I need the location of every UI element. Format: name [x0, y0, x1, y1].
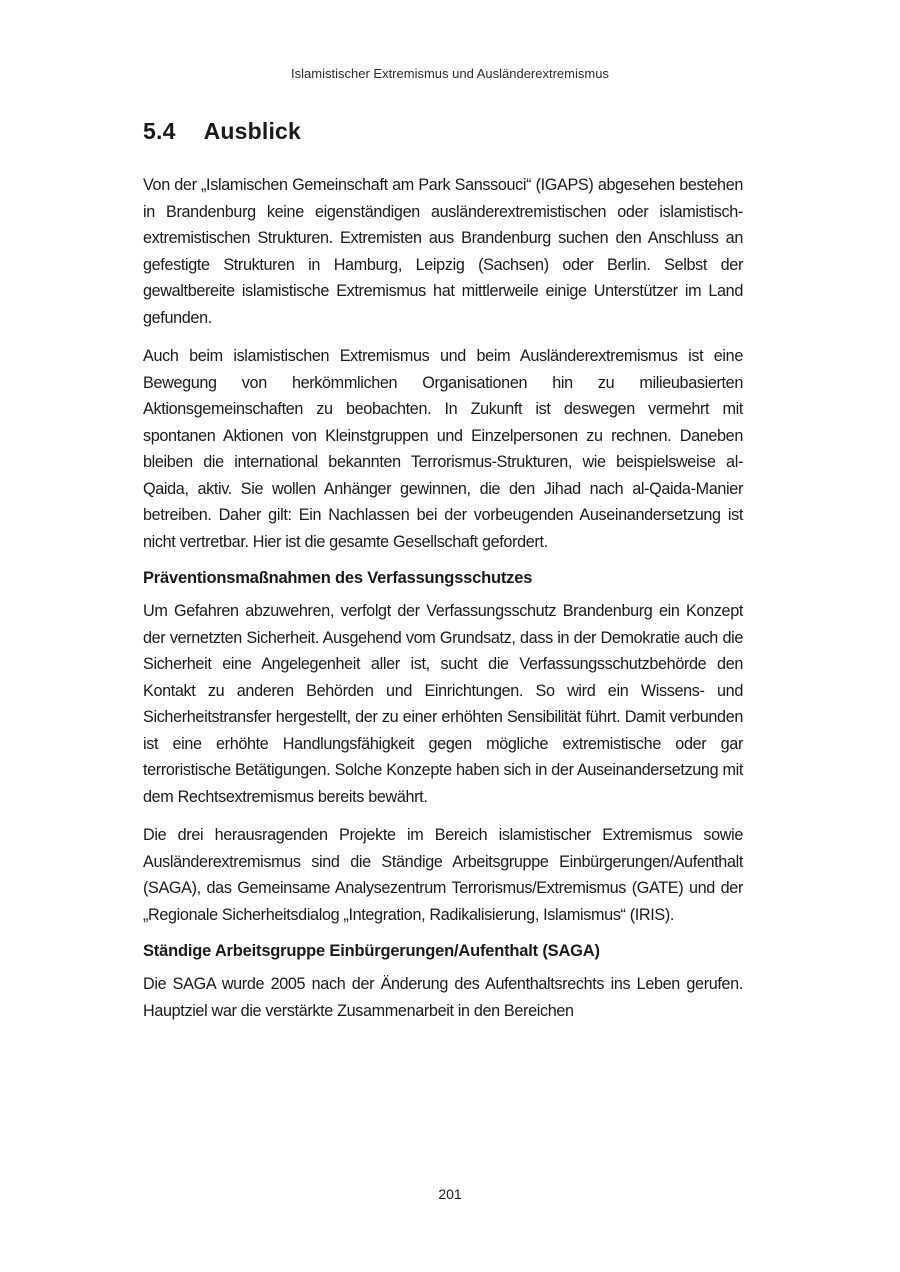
section-number: 5.4	[143, 118, 176, 144]
section-heading: Ausblick	[203, 118, 302, 144]
paragraph-prevention-1: Um Gefahren abzuwehren, verfolgt der Verfassungsschutz Brandenburg ein Konzept der vernetzten Sicherheit. Ausgehend vom Grundsatz, dass in der Demokratie auch die Sicherheit eine Angelegenheit aller ist, sucht die Verfassungsschutzbehörde den Kontakt zu anderen Behörden und Einrichtungen. So wird ein Wissens- und Sicherheitstransfer hergestellt, der zu einer erhöhten Sensibilität führt. Damit verbunden ist eine erhöhte Handlungsfähigkeit gegen mögliche extremistische oder gar terroristische Betätigungen. Solche Konzepte haben sich in der Auseinandersetzung mit dem Rechtsextremismus bereits bewährt.	[143, 602, 743, 806]
subheading-saga: Ständige Arbeitsgruppe Einbürgerungen/Aufenthalt (SAGA)	[143, 942, 600, 960]
running-header: Islamistischer Extremismus und Ausländerextremismus	[291, 66, 609, 81]
paragraph-saga-1: Die SAGA wurde 2005 nach der Änderung des Aufenthaltsrechts ins Leben gerufen. Hauptziel war die verstärkte Zusammenarbeit in den Bereichen	[143, 975, 743, 1020]
page-number: 201	[438, 1186, 462, 1202]
page-content	[143, 118, 743, 1036]
paragraph-outlook-1: Von der „Islamischen Gemeinschaft am Park Sanssouci“ (IGAPS) abgesehen bestehen in Brandenburg keine eigenständigen ausländerextremistischen oder islamistisch-extremistischen Strukturen. Extremisten aus Brandenburg suchen den Anschluss an gefestigte Strukturen in Hamburg, Leipzig (Sachsen) oder Berlin. Selbst der gewaltbereite islamistische Extremismus hat mittlerweile einige Unterstützer im Land gefunden.	[143, 176, 743, 327]
subheading-prevention: Präventionsmaßnahmen des Verfassungsschutzes	[143, 569, 533, 587]
paragraph-outlook-2: Auch beim islamistischen Extremismus und beim Ausländerextremismus ist eine Bewegung von herkömmlichen Organisationen hin zu milieubasierten Aktionsgemeinschaften zu beobachten. In Zukunft ist deswegen vermehrt mit spontanen Aktionen von Kleinstgruppen und Einzelpersonen zu rechnen. Daneben bleiben die international bekannten Terrorismus-Strukturen, wie beispielsweise al-Qaida, aktiv. Sie wollen Anhänger gewinnen, die den Jihad nach al-Qaida-Manier betreiben. Daher gilt: Ein Nachlassen bei der vorbeugenden Auseinandersetzung ist nicht vertretbar. Hier ist die gesamte Gesellschaft gefordert.	[143, 347, 743, 551]
paragraph-prevention-2: Die drei herausragenden Projekte im Bereich islamistischer Extremismus sowie Ausländerextremismus sind die Ständige Arbeitsgruppe Einbürgerungen/Aufenthalt (SAGA), das Gemeinsame Analysezentrum Terrorismus/Extremismus (GATE) und der „Regionale Sicherheitsdialog „Integration, Radikalisierung, Islamismus“ (IRIS).	[143, 826, 743, 924]
section-title	[143, 118, 743, 145]
